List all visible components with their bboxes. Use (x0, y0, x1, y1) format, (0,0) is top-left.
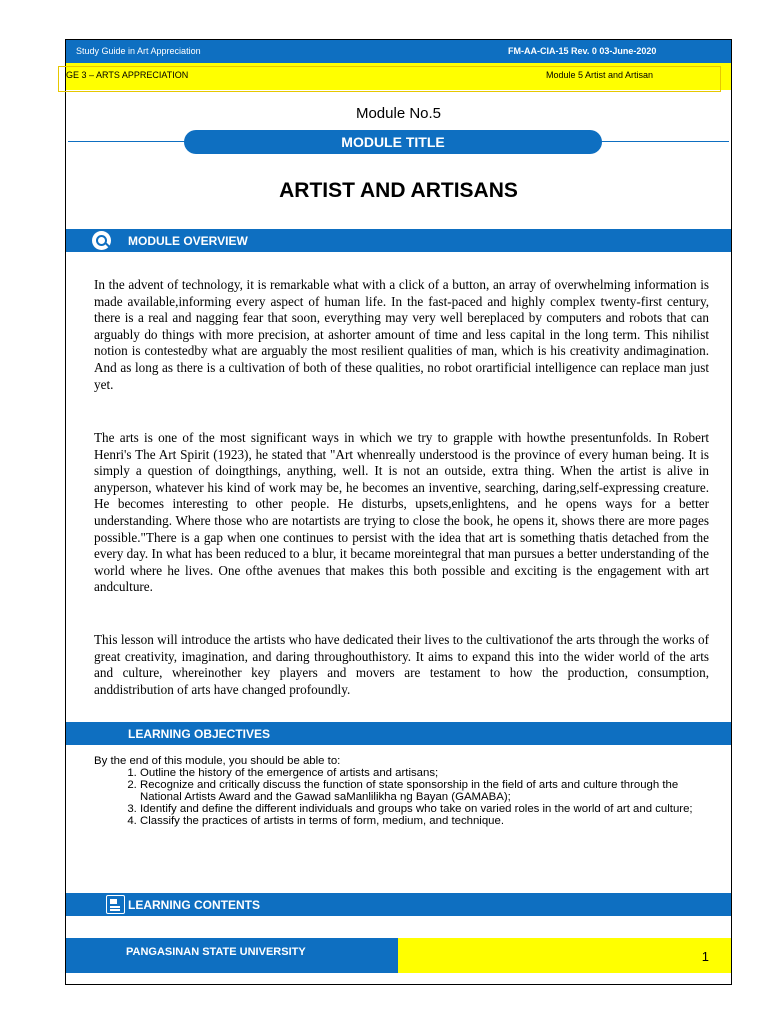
module-number: Module No.5 (355, 105, 442, 122)
guide-title: Study Guide in Art Appreciation (76, 46, 201, 56)
objective-item: 1. Outline the history of the emergence of artists and artisans; (140, 767, 714, 779)
header-bar (66, 40, 731, 63)
footer-page-block (398, 938, 731, 973)
page-footer (66, 938, 731, 973)
footer-university-block (66, 938, 398, 973)
objective-item: 2. Recognize and critically discuss the function of state sponsorship in the field of arts and culture through the National Artists Award and the Gawad saManlilikha ng Bayan (GAMABA); (140, 779, 714, 803)
contents-heading-bar (66, 893, 731, 916)
objective-item: 4. Classify the practices of artists in terms of form, medium, and technique. (140, 815, 714, 827)
overview-heading-bar (66, 229, 731, 252)
overview-paragraph-2: The arts is one of the most significant ways in which we try to grapple with howthe presentunfolds. In Robert Henri's The Art Spirit (1923), he stated that "Art whenreally understood is the province of every human being. It is simply a question of doingthings, anything, well. It is not an outside, extra thing. When the artist is alive in anyperson, whatever his kind of work may be, he becomes an inventive, searching, daring,self-expressing creature. He becomes interesting to other people. He disturbs, upsets,enlightens, and he opens ways for a better understanding. Where those who are notartists are trying to close the book, he opens it, shows there are more pages possible."There is a gap when one continues to persist with the idea that art is something thatis detached from the every day. In what has been reduced to a blur, it became moreintegral that man pursues a better understanding of the world where he lives. One ofthe avenues that makes this both possible and exciting is the engagement with art andculture. (94, 430, 709, 595)
objectives-heading-bar (66, 722, 731, 745)
page-number: 1 (701, 949, 709, 964)
university-name: PANGASINAN STATE UNIVERSITY (126, 946, 306, 958)
magnifier-icon (92, 231, 111, 250)
objectives-heading: LEARNING OBJECTIVES (128, 727, 271, 741)
contents-heading: LEARNING CONTENTS (128, 898, 260, 912)
objectives-intro: By the end of this module, you should be able to: (94, 755, 341, 767)
doc-code: FM-AA-CIA-15 Rev. 0 03-June-2020 (508, 46, 657, 56)
overview-paragraph-1: In the advent of technology, it is remarkable what with a click of a button, an array of overwhelming information is made available,informing every aspect of human life. In the fast-paced and highly complex twenty-first century, there is a real and nagging fear that soon, everything may very well bereplaced by computers and robots that can arguably do things with more precision, at ashorter amount of time and less capital in the long term. This nihilist notion is contestedby what are arguably the most resilient qualities of man, which is his creativity andimagination. And as long as there is a cultivation of both of these qualities, no robot orartificial intelligence can replace man just yet. (94, 277, 709, 392)
module-reference: Module 5 Artist and Artisan (546, 70, 654, 80)
book-icon (106, 895, 125, 914)
module-title-label: MODULE TITLE (184, 130, 602, 154)
objectives-list (94, 767, 714, 827)
document-page (65, 39, 732, 985)
course-name: GE 3 – ARTS APPRECIATION (66, 70, 189, 80)
course-bar (66, 63, 731, 90)
objectives-block (94, 755, 714, 827)
objective-item: 3. Identify and define the different individuals and groups who take on varied roles in the world of art and culture; (140, 803, 714, 815)
overview-paragraph-3: This lesson will introduce the artists who have dedicated their lives to the cultivationof the arts through the works of great creativity, imagination, and daring throughouthistory. It aims to expand this into the wider world of the arts and culture, whereinother key players and movers are testament to how the production, consumption, anddistribution of arts have changed profoundly. (94, 632, 709, 697)
overview-heading: MODULE OVERVIEW (128, 234, 248, 248)
module-title: ARTIST AND ARTISANS (279, 179, 518, 202)
